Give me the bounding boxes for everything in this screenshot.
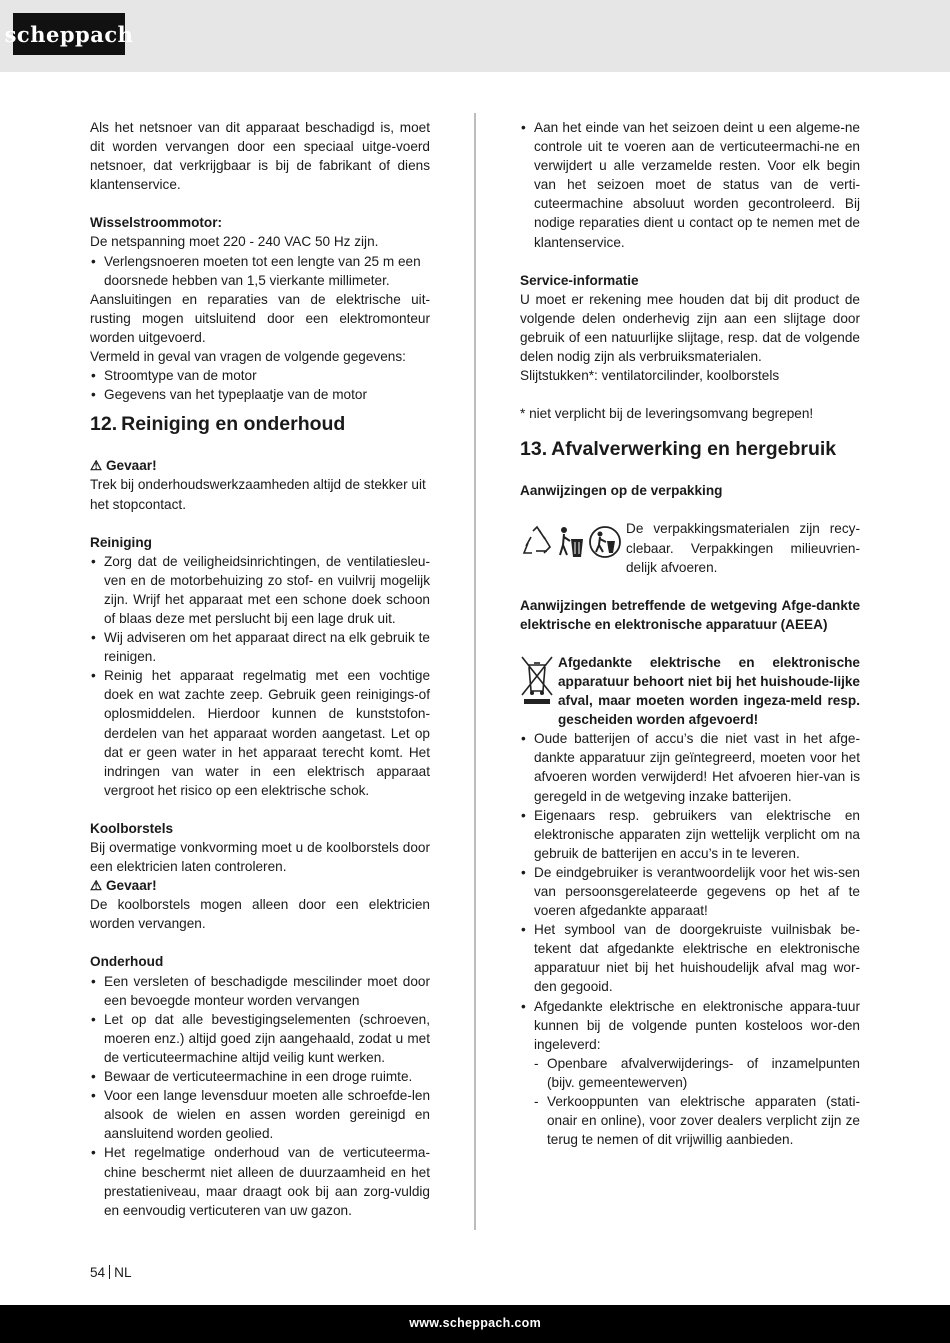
- list-item: • Aan het einde van het seizoen deint u een algeme-ne controle uit te voeren aan de verticuteermachi-ne en verwijdert u alle verzamelde resten. Voor elk begin van het seizoen moet de status van de verti-cuteermachine absoluut worden gecontroleerd. Bij nodige reparaties dient u contact op te nemen met de klantenservice.: [520, 118, 860, 252]
- page-number: [90, 1265, 132, 1280]
- list-item: • Een versleten of beschadigde mescilinder moet door een bevoegde monteur worden vervangen: [90, 972, 430, 1010]
- section-number: 13.: [520, 438, 548, 461]
- section-13-heading: [520, 437, 860, 461]
- brushes-text: Bij overmatige vonkvorming moet u de koolborstels door een elektricien laten controleren.: [90, 840, 430, 875]
- service-note: * niet verplicht bij de leveringsomvang begrepen!: [520, 406, 814, 422]
- cleaning-heading: Reiniging: [90, 534, 152, 550]
- tidy-man-icon: [588, 525, 622, 559]
- service-heading: Service-informatie: [520, 272, 639, 288]
- list-item: • Het regelmatige onderhoud van de verticuteerma-chine beschermt niet alleen de duurzaamheid en het prestatieniveau, maar draagt ook bij aan zorg-vuldig en eenvoudig verticuteren van uw gazon.: [90, 1143, 430, 1219]
- section-title: Reiniging en onderhoud: [121, 413, 346, 436]
- packaging-text: De verpakkingsmaterialen zijn recy-clebaar. Verpakkingen milieuvrien-delijk afvoeren.: [626, 521, 860, 575]
- website-link[interactable]: www.scheppach.com: [409, 1316, 541, 1330]
- service-parts: Slijtstukken*: ventilatorcilinder, koolborstels: [520, 368, 780, 384]
- power-cord-paragraph: Als het netsnoer van dit apparaat beschadigd is, moet dit worden vervangen door een speciaal uitge-voerd netsnoer, dat verkrijgbaar is bij de fabrikant of diens klantenservice.: [90, 120, 430, 193]
- list-item: • Gegevens van het typeplaatje van de motor: [90, 385, 430, 404]
- list-item: • Oude batterijen of accu’s die niet vast in het afge-dankte apparatuur zijn geïntegreerd, moeten voor het afvoeren worden verwijderd! Het afvoeren hier-van is geregeld in de wetgeving inzake batterijen.: [520, 729, 860, 805]
- crossed-out-bin-icon: [520, 655, 554, 705]
- motor-voltage-text: De netspanning moet 220 - 240 VAC 50 Hz zijn.: [90, 234, 379, 250]
- page-footer: [0, 1305, 950, 1343]
- danger-text: De koolborstels mogen alleen door een elektricien worden vervangen.: [90, 897, 430, 932]
- weee-heading: Aanwijzingen betreffende de wetgeving Afge-dankte elektrische en elektronische apparatuur (AEEA): [520, 597, 860, 632]
- recycle-icon: [520, 525, 554, 559]
- motor-questions-text: Vermeld in geval van vragen de volgende gegevens:: [90, 349, 406, 365]
- list-item: • Het symbool van de doorgekruiste vuilnisbak be-tekent dat afgedankte elektrische en elektronische apparatuur niet bij het huishoudelijk afval mag wor-den gegooid.: [520, 920, 860, 996]
- list-item: • Let op dat alle bevestigingselementen (schroeven, moeren enz.) altijd goed zijn aangehaald, zodat u met de verticuteermachine altijd veilig kunt werken.: [90, 1010, 430, 1067]
- column-divider: [474, 113, 476, 1230]
- list-item: • Stroomtype van de motor: [90, 366, 430, 385]
- weee-notice: [520, 653, 860, 729]
- section-number: 12.: [90, 413, 118, 436]
- weee-warning: Afgedankte elektrische en elektronische apparatuur behoort niet bij het huishoude-lijke afval, maar moeten worden ingeza-meld resp. gescheiden worden afgevoerd!: [558, 654, 860, 728]
- packaging-heading: Aanwijzingen op de verpakking: [520, 483, 723, 499]
- list-item: • Afgedankte elektrische en elektronische appara-tuur kunnen bij de volgende punten kosteloos wor-den ingeleverd:: [520, 997, 860, 1054]
- danger-label: ⚠ Gevaar!: [90, 878, 157, 894]
- left-column: [90, 118, 430, 1220]
- list-item: • Reinig het apparaat regelmatig met een vochtige doek en wat zachte zeep. Gebruik geen reinigings-of oplosmiddelen. Hierdoor kunnen de kunststofon-derdelen van het apparaat worden aangetast. Let op dat er geen water in het apparaat terecht komt. Het indringen van water in een elektrisch apparaat vergroot het risico op een elektrische schok.: [90, 666, 430, 800]
- list-item: • De eindgebruiker is verantwoordelijk voor het wis-sen van persoonsgerelateerde gegevens op het af te voeren afgedankte apparaat!: [520, 863, 860, 920]
- litter-bin-icon: [556, 525, 586, 559]
- maintenance-heading: Onderhoud: [90, 954, 164, 970]
- danger-label: ⚠ Gevaar!: [90, 458, 157, 474]
- brand-logo: scheppach: [13, 13, 125, 55]
- brushes-heading: Koolborstels: [90, 820, 174, 836]
- list-item: • Voor een lange levensduur moeten alle schroefde-len alsook de wielen en assen worden gereinigd en aansluitend worden geolied.: [90, 1086, 430, 1143]
- packaging-icons: [520, 525, 622, 559]
- list-item: • Wij adviseren om het apparaat direct na elk gebruik te reinigen.: [90, 628, 430, 666]
- motor-heading: Wisselstroommotor:: [90, 215, 223, 231]
- list-item: • Bewaar de verticuteermachine in een droge ruimte.: [90, 1067, 430, 1086]
- list-item: • Verlengsnoeren moeten tot een lengte van 25 m een doorsnede hebben van 1,5 vierkante millimeter.: [90, 252, 430, 290]
- list-item: - Verkooppunten van elektrische apparaten (stati-onair en online), voor zover dealers verplicht zijn ze terug te nemen of dit vrijwillig aanbieden.: [520, 1092, 860, 1149]
- right-column: [520, 118, 860, 1149]
- danger-text: Trek bij onderhoudswerkzaamheden altijd de stekker uit het stopcontact.: [90, 477, 426, 512]
- list-item: • Eigenaars resp. gebruikers van elektrische en elektronische apparaten zijn wettelijk verplicht om na gebruik de batterijen en accu’s in te leveren.: [520, 806, 860, 863]
- motor-connections-text: Aansluitingen en reparaties van de elektrische uit-rusting mogen uitsluitend door een elektromonteur worden uitgevoerd.: [90, 291, 430, 345]
- section-12-heading: [90, 412, 430, 436]
- page-number-value: 54: [90, 1265, 106, 1280]
- language-code: NL: [114, 1265, 132, 1280]
- section-title: Afvalverwerking en hergebruik: [551, 438, 837, 461]
- list-item: • Zorg dat de veiligheidsinrichtingen, de ventilatiesleu-ven en de motorbehuizing zo stof- en vuilvrij mogelijk zijn. Wrijf het apparaat met een schone doek schoon of blaas deze met perslucht bij een lage druk uit.: [90, 552, 430, 628]
- list-item: - Openbare afvalverwijderings- of inzamelpunten (bijv. gemeentewerven): [520, 1054, 860, 1092]
- service-text: U moet er rekening mee houden dat bij dit product de volgende delen onderhevig zijn aan een slijtage door gebruik of een natuurlijke slijtage, resp. dat de volgende delen nodig zijn als verbruiksmaterialen.: [520, 291, 860, 365]
- packaging-notice: [520, 519, 860, 576]
- page-header: [0, 0, 950, 72]
